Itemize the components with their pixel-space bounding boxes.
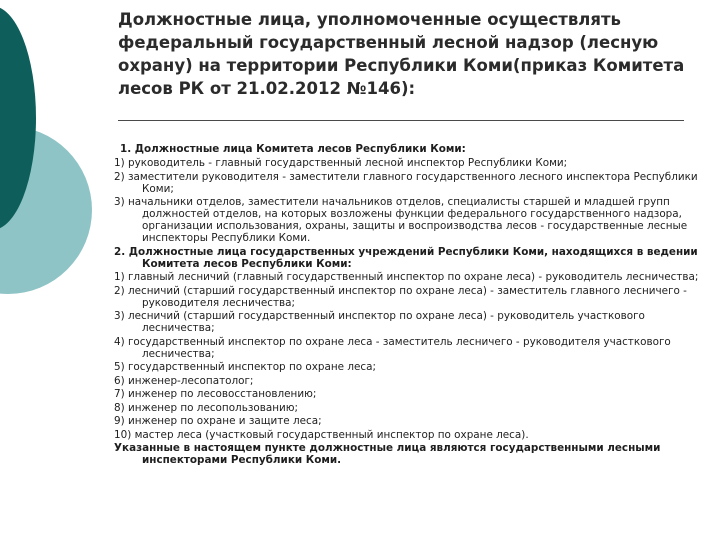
list-item: 5) государственный инспектор по охране леса; bbox=[114, 361, 376, 373]
list-item: 7) инженер по лесовосстановлению; bbox=[114, 388, 317, 400]
list-item: 1) руководитель - главный государственный лесной инспектор Республики Коми; bbox=[114, 157, 568, 169]
list-item: 3) начальники отделов, заместители начальников отделов, специалисты старшей и младшей групп должностей отделов, на которых возложены функции федерального государственного надзора, организации использования, охраны, защиты и воспроизводства лесов - государственные лесные инспекторы Республики Коми. bbox=[114, 196, 688, 244]
slide-title-bold: Должностные лица, уполномоченные осуществлять федеральный государственный лесной надзор (лесную охрану) на территории Республики Коми bbox=[118, 10, 659, 75]
list-item: 10) мастер леса (участковый государственный инспектор по охране леса). bbox=[114, 428, 529, 441]
list-item: 2) лесничий (старший государственный инспектор по охране леса) - заместитель главного лесничего - руководителя лесничества; bbox=[114, 284, 687, 309]
slide-title-normal: (приказ Комитета лесов РК от 21.02.2012 №146): bbox=[118, 56, 685, 98]
list-item: 3) лесничий (старший государственный инспектор по охране леса) - руководитель участкового лесничества; bbox=[114, 310, 645, 334]
slide-body bbox=[114, 143, 704, 468]
list-item: 1) главный лесничий (главный государственный инспектор по охране леса) - руководитель лесничества; bbox=[114, 271, 699, 283]
title-divider bbox=[118, 120, 684, 121]
list-item: 2) заместители руководителя - заместители главного государственного лесного инспектора Республики Коми; bbox=[114, 170, 698, 195]
list-item: 4) государственный инспектор по охране леса - заместитель лесничего - руководителя участкового лесничества; bbox=[114, 335, 671, 360]
section-heading-2: 2. Должностные лица государственных учреждений Республики Коми, находящихся в ведении Комитета лесов Республики Коми: bbox=[114, 245, 698, 270]
list-item: 6) инженер-лесопатолог; bbox=[114, 374, 254, 387]
slide-title bbox=[118, 8, 708, 100]
decorative-circles bbox=[0, 0, 120, 540]
list-item: 9) инженер по охране и защите леса; bbox=[114, 415, 322, 427]
closing-note: Указанные в настоящем пункте должностные лица являются государственными лесными инспекторами Республики Коми. bbox=[114, 442, 661, 466]
section-heading-1: 1. Должностные лица Комитета лесов Республики Коми: bbox=[120, 143, 466, 155]
list-item: 8) инженер по лесопользованию; bbox=[114, 401, 298, 414]
